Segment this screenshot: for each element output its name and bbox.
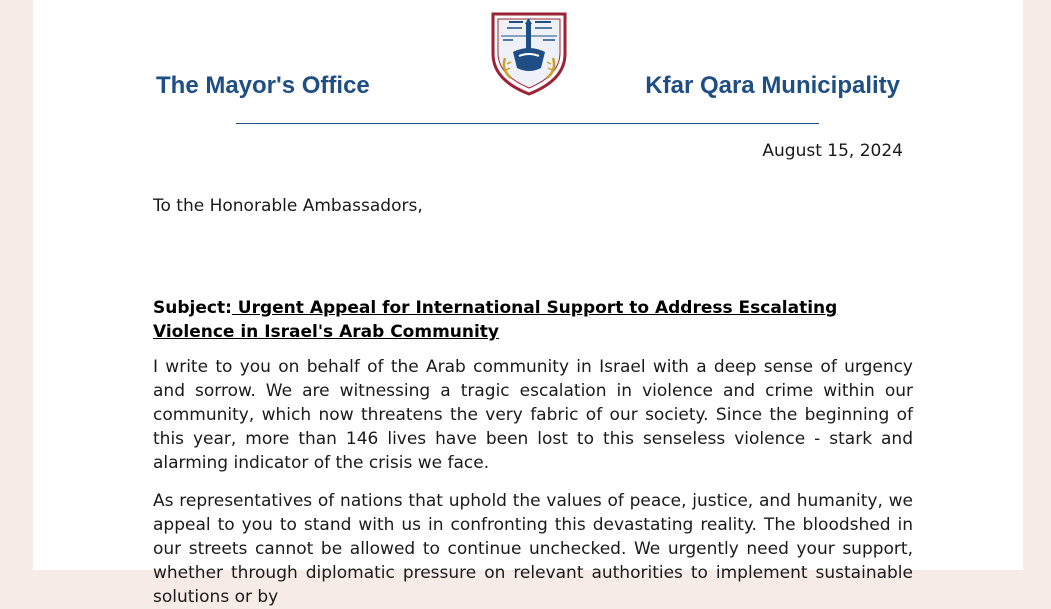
body-paragraph: I write to you on behalf of the Arab community in Israel with a deep sense of urgency and sorrow. We are witnessing a tragic escalation in violence and crime within our community, which now threatens the very fabric of our society. Since the beginning of this year, more than 146 lives have been lost to this senseless violence - stark and alarming indicator of the crisis we face. bbox=[153, 357, 913, 473]
subject-label: Subject: bbox=[153, 298, 232, 318]
body-paragraph: As representatives of nations that uphold the values of peace, justice, and humanity, we appeal to you to stand with us in confronting this devastating reality. The bloodshed in our streets cannot be allowed to continue unchecked. We urgently need your support, whether through diplomatic pressure on relevant authorities to implement sustainable solutions or by bbox=[153, 491, 913, 607]
header-divider bbox=[236, 123, 819, 124]
mayors-office-title: The Mayor's Office bbox=[156, 72, 370, 99]
subject-text: Urgent Appeal for International Support to Address Escalating Violence in Israel's Arab Community bbox=[153, 298, 838, 342]
letter-date: August 15, 2024 bbox=[762, 141, 903, 161]
municipality-emblem-icon bbox=[489, 8, 569, 96]
salutation: To the Honorable Ambassadors, bbox=[153, 196, 423, 216]
letter-page bbox=[33, 0, 1023, 607]
municipality-title: Kfar Qara Municipality bbox=[645, 72, 900, 99]
subject-line bbox=[153, 296, 908, 344]
